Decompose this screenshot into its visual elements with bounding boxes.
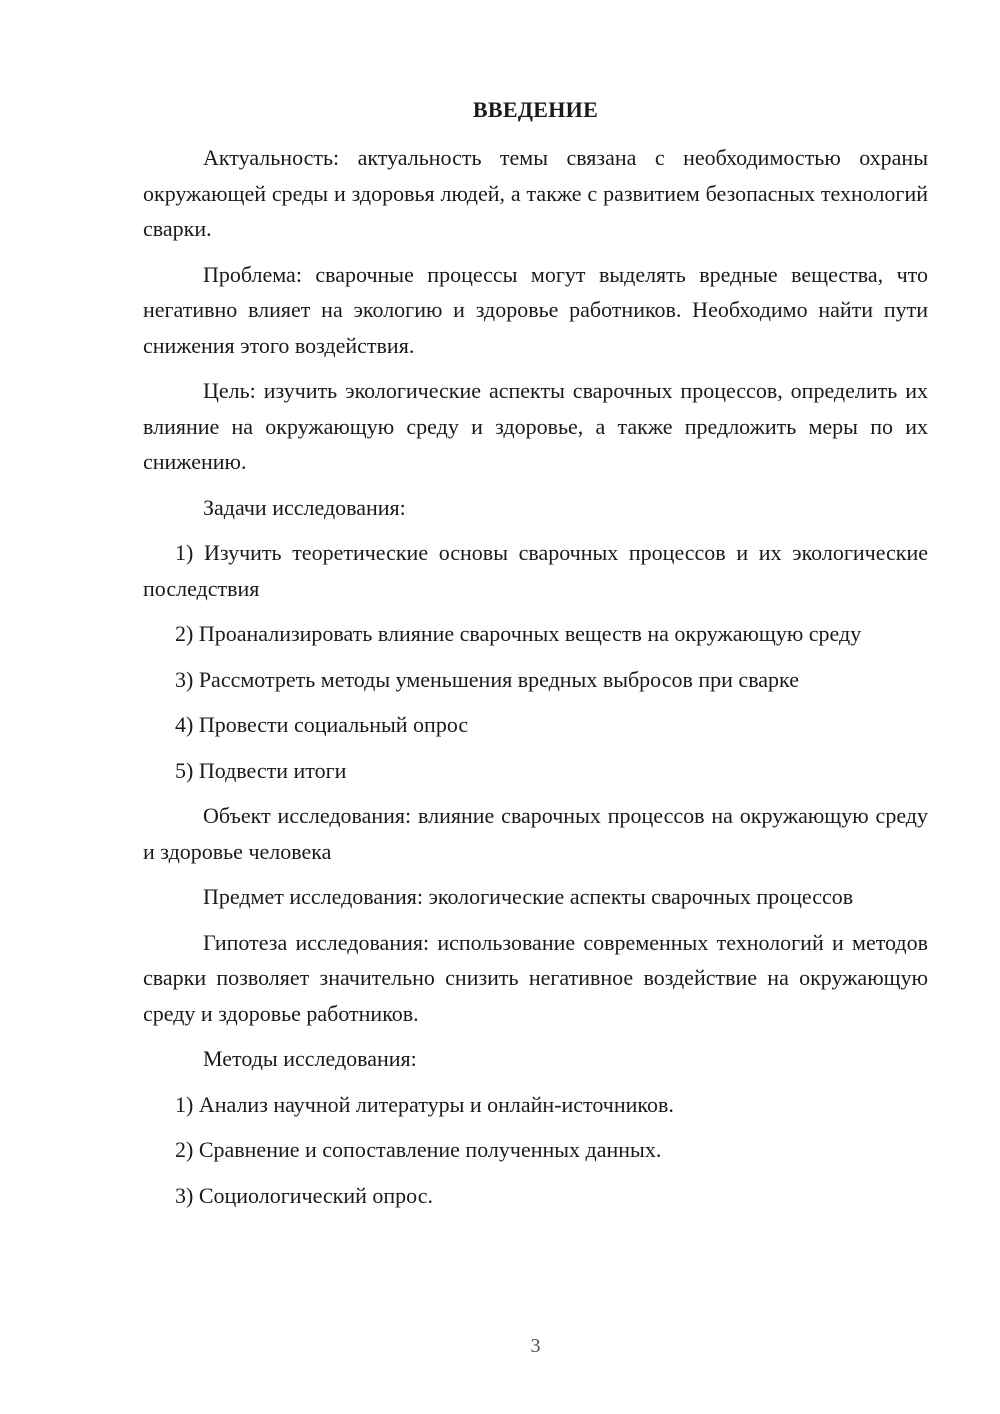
- task-item: 2) Проанализировать влияние сварочных веществ на окружающую среду: [175, 621, 862, 646]
- tasks-heading: Задачи исследования:: [203, 494, 406, 520]
- methods-heading: Методы исследования:: [203, 1046, 417, 1071]
- task-item: 5) Подвести итоги: [175, 757, 347, 783]
- method-item: 2) Сравнение и сопоставление полученных данных.: [175, 1137, 662, 1162]
- method-item: 1) Анализ научной литературы и онлайн-источников.: [175, 1091, 674, 1117]
- page-number: 3: [530, 1335, 541, 1357]
- goal-paragraph: Цель: изучить экологические аспекты сварочных процессов, определить их влияние на окружающую среду и здоровье, а также предложить меры по их снижению.: [143, 378, 928, 474]
- section-title: ВВЕДЕНИЕ: [472, 97, 599, 122]
- object-paragraph: Объект исследования: влияние сварочных процессов на окружающую среду и здоровье человека: [143, 803, 928, 864]
- document-body: [143, 140, 928, 1223]
- relevance-paragraph: Актуальность: актуальность темы связана с необходимостью охраны окружающей среды и здоровья людей, а также с развитием безопасных технологий сварки.: [143, 145, 928, 241]
- hypothesis-paragraph: Гипотеза исследования: использование современных технологий и методов сварки позволяет значительно снизить негативное воздействие на окружающую среду и здоровье работников.: [143, 929, 928, 1026]
- task-item: 4) Провести социальный опрос: [175, 712, 469, 737]
- subject-paragraph: Предмет исследования: экологические аспекты сварочных процессов: [203, 884, 854, 909]
- method-item: 3) Социологический опрос.: [175, 1182, 433, 1208]
- document-page: [143, 0, 928, 1414]
- problem-paragraph: Проблема: сварочные процессы могут выделять вредные вещества, что негативно влияет на экологию и здоровье работников. Необходимо найти пути снижения этого воздействия.: [143, 261, 928, 358]
- task-item: 3) Рассмотреть методы уменьшения вредных выбросов при сварке: [175, 666, 799, 692]
- task-item: 1) Изучить теоретические основы сварочных процессов и их экологические последствия: [143, 540, 928, 601]
